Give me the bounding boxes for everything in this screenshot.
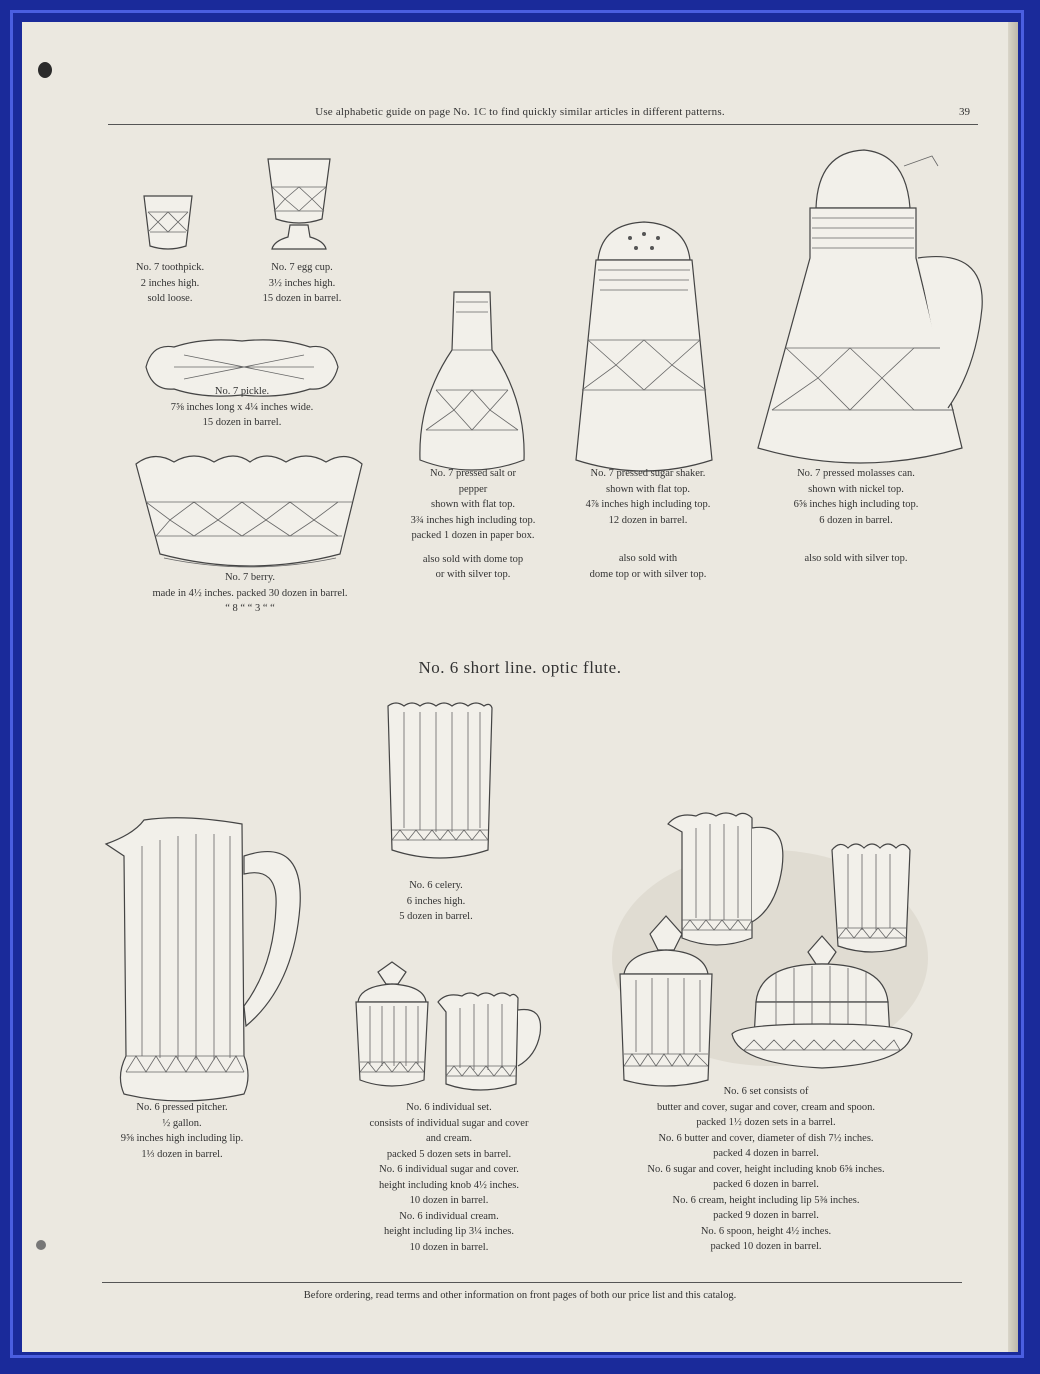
section-title: No. 6 short line. optic flute. [418,658,622,677]
individual-cream-illustration [436,990,544,1094]
pickle-caption: No. 7 pickle. 7⅝ inches long x 4¼ inches wide. 15 dozen in barrel. [170,386,314,428]
berry-bowl-illustration [134,450,364,584]
catalog-page [22,22,1018,1352]
header-rule [108,124,978,125]
molasses-can-illustration [756,148,976,480]
individual-sugar-illustration [352,962,434,1094]
page-number: 39 [959,106,970,118]
header-note: Use alphabetic guide on page No. 1C to find quickly similar articles in different patterns. [315,106,725,118]
egg-cup-caption: No. 7 egg cup. 3½ inches high. 15 dozen in barrel. [262,262,342,304]
egg-cup-illustration [266,157,332,255]
toothpick-illustration [140,192,196,254]
punch-hole [38,62,52,78]
berry-caption: No. 7 berry. made in 4½ inches. packed 30 dozen in barrel. “ 8 “ “ 3 “ “ [152,572,348,614]
individual-set-caption: No. 6 individual set. consists of individual sugar and cover and cream. packed 5 dozen sets in barrel. No. 6 individual sugar and cover. height including knob 4½ inches. 10 dozen in barrel. No. 6 individual cream. height including lip 3¼ inches. 10 dozen in barrel. [369,1102,529,1253]
sugar-shaker-illustration [574,220,714,478]
footer-rule [102,1282,962,1283]
pitcher-caption: No. 6 pressed pitcher. ½ gallon. 9⅝ inches high including lip. 1⅓ dozen in barrel. [120,1102,244,1160]
table-set-illustration [610,788,928,1088]
page-spine [1008,22,1018,1352]
punch-hole [36,1240,46,1250]
toothpick-caption: No. 7 toothpick. 2 inches high. sold loose. [135,262,205,304]
salt-caption: No. 7 pressed salt or pepper shown with flat top. 3¾ inches high including top. packed 1 dozen in paper box. also sold with dome top or with silver top. [410,468,536,580]
sugar-shaker-caption: No. 7 pressed sugar shaker. shown with flat top. 4⅞ inches high including top. 12 dozen in barrel. also sold with dome top or with silver top. [585,468,711,580]
pitcher-illustration [104,816,304,1102]
salt-shaker-illustration [416,290,528,478]
celery-vase-illustration [384,700,496,868]
molasses-caption: No. 7 pressed molasses can. shown with nickel top. 6⅝ inches high including top. 6 dozen in barrel. also sold with silver top. [793,468,919,564]
set-caption: No. 6 set consists of butter and cover, sugar and cover, cream and spoon. packed 1½ dozen sets in a barrel. No. 6 butter and cover, diameter of dish 7½ inches. packed 4 dozen in barrel. No. 6 sugar and cover, height including knob 6⅝ inches. packed 6 dozen in barrel. No. 6 cream, height including lip 5⅜ inches. packed 9 dozen in barrel. No. 6 spoon, height 4½ inches. packed 10 dozen in barrel. [647,1086,885,1252]
celery-caption: No. 6 celery. 6 inches high. 5 dozen in barrel. [399,880,473,922]
footer-note: Before ordering, read terms and other information on front pages of both our price list and this catalog. [303,1290,737,1301]
